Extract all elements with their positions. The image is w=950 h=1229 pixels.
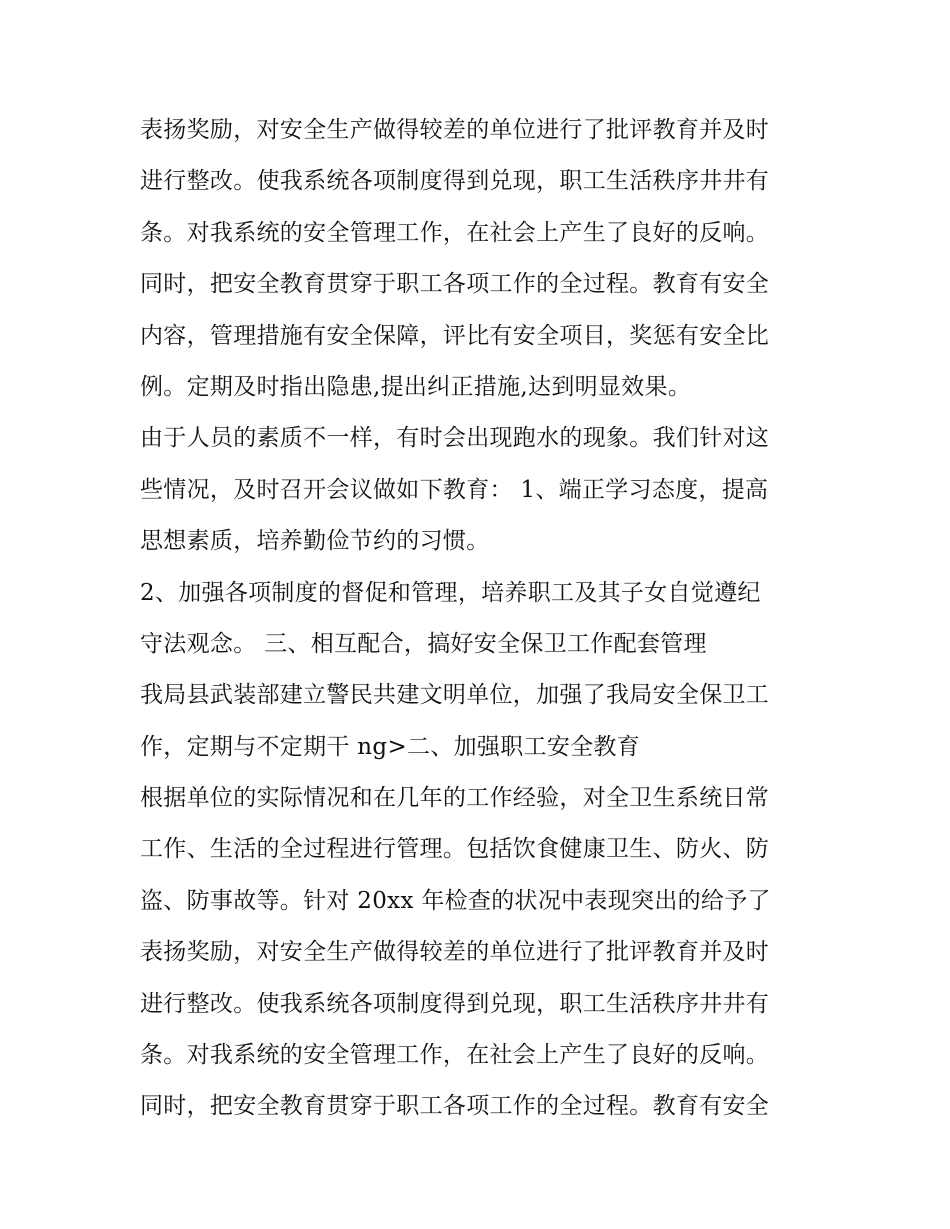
text-line: 同时，把安全教育贯穿于职工各项工作的全过程。教育有安全 — [140, 271, 770, 298]
text-line: 内容，管理措施有安全保障，评比有安全项目，奖惩有安全比 — [140, 322, 770, 349]
text-line: 根据单位的实际情况和在几年的工作经验，对全卫生系统日常 — [140, 785, 770, 812]
text-line: 工作、生活的全过程进行管理。包括饮食健康卫生、防火、防 — [140, 836, 770, 863]
text-line: 进行整改。使我系统各项制度得到兑现，职工生活秩序井井有 — [140, 990, 770, 1017]
text-line: 守法观念。 三、相互配合，搞好安全保卫工作配套管理 — [140, 630, 707, 657]
text-line: 2、加强各项制度的督促和管理，培养职工及其子女自觉遵纪 — [140, 579, 761, 606]
text-line: 进行整改。使我系统各项制度得到兑现，职工生活秩序井井有 — [140, 168, 770, 195]
text-line: 表扬奖励，对安全生产做得较差的单位进行了批评教育并及时 — [140, 939, 770, 966]
text-line: 条。对我系统的安全管理工作，在社会上产生了良好的反响。 — [140, 1042, 770, 1069]
text-line: 由于人员的素质不一样，有时会出现跑水的现象。我们针对这 — [140, 425, 770, 452]
text-line: 我局县武装部建立警民共建文明单位，加强了我局安全保卫工 — [140, 682, 770, 709]
text-line: 表扬奖励，对安全生产做得较差的单位进行了批评教育并及时 — [140, 117, 770, 143]
text-line: 盗、防事故等。针对 20xx 年检查的状况中表现突出的给予了 — [140, 887, 771, 914]
text-line: 些情况，及时召开会议做如下教育： 1、端正学习态度，提高 — [140, 476, 769, 503]
text-line: 条。对我系统的安全管理工作，在社会上产生了良好的反响。 — [140, 219, 770, 246]
text-line: 作，定期与不定期干 ng>二、加强职工安全教育 — [140, 733, 641, 760]
document-body — [140, 105, 830, 1133]
text-line: 同时，把安全教育贯穿于职工各项工作的全过程。教育有安全 — [140, 1093, 770, 1120]
text-line: 例。定期及时指出隐患,提出纠正措施,达到明显效果。 — [140, 373, 692, 400]
text-line: 思想素质，培养勤俭节约的习惯。 — [140, 528, 490, 555]
